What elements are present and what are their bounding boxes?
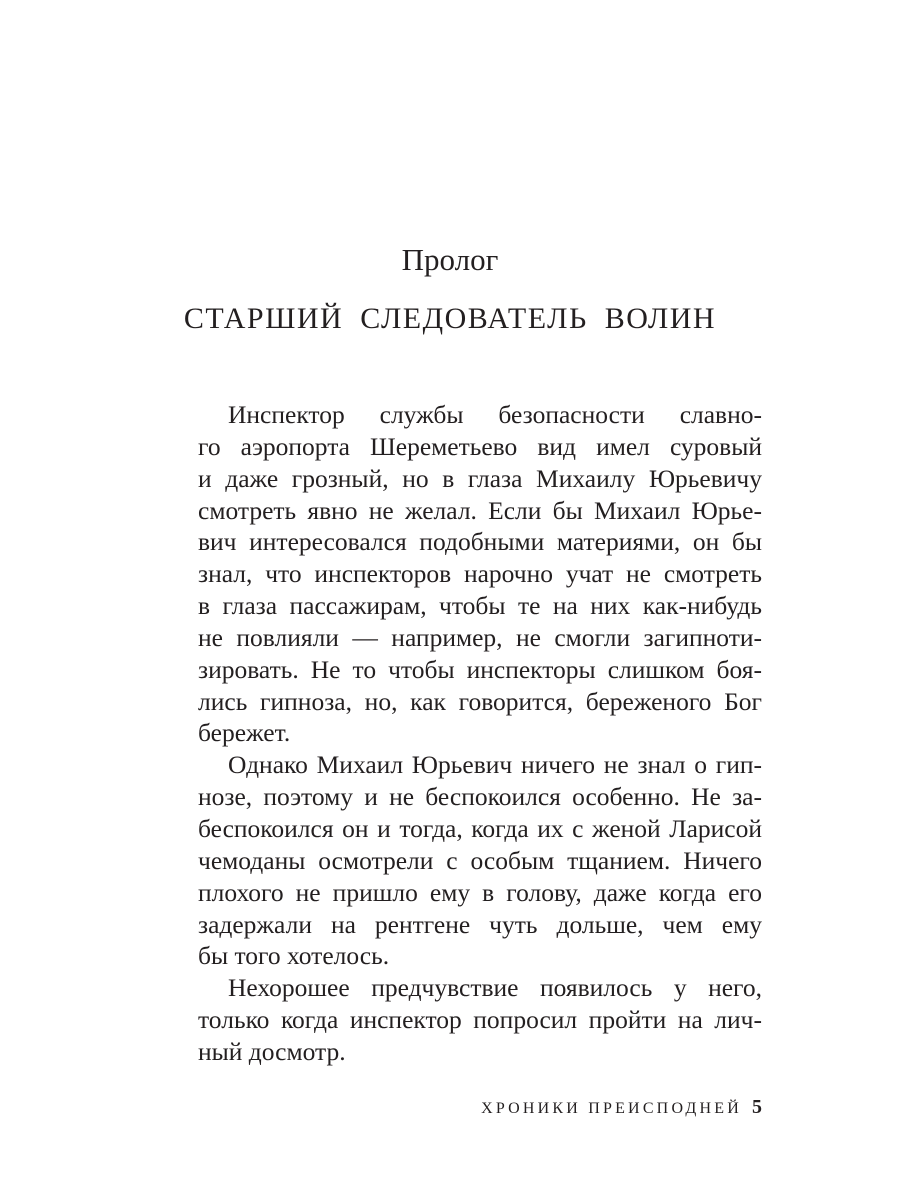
text-line: не повлияли — например, не смогли загипноти- xyxy=(198,622,762,652)
text-line: бережет. xyxy=(198,718,291,748)
paragraph xyxy=(198,399,762,749)
text-line: Нехорошее предчувствие появилось у него, xyxy=(228,973,762,1003)
text-line: зировать. Не то чтобы инспекторы слишком боя- xyxy=(198,654,762,684)
text-line: Однако Михаил Юрьевич ничего не знал о гип- xyxy=(228,750,762,780)
paragraph xyxy=(198,749,762,972)
page-footer xyxy=(481,1096,762,1119)
text-line: только когда инспектор попросил пройти на лич- xyxy=(198,1005,762,1035)
text-line: задержали на рентгене чуть дольше, чем ему xyxy=(198,909,762,939)
text-line: беспокоился он и тогда, когда их с женой Ларисой xyxy=(198,813,762,843)
text-line: бы того хотелось. xyxy=(198,941,390,971)
page-number: 5 xyxy=(752,1096,762,1118)
running-title: ХРОНИКИ ПРЕИСПОДНЕЙ xyxy=(481,1100,742,1117)
text-line: лись гипноза, но, как говорится, береженого Бог xyxy=(198,686,762,716)
text-line: знал, что инспекторов нарочно учат не смотреть xyxy=(198,559,762,589)
text-line: Инспектор службы безопасности славно- xyxy=(228,400,762,429)
text-line: плохого не пришло ему в голову, даже когда его xyxy=(198,877,762,907)
body-text xyxy=(198,399,762,1068)
chapter-subtitle: СТАРШИЙ СЛЕДОВАТЕЛЬ ВОЛИН xyxy=(183,302,717,335)
text-line: го аэропорта Шереметьево вид имел суровый xyxy=(198,431,762,461)
paragraph xyxy=(198,972,762,1068)
text-line: в глаза пассажирам, чтобы те на них как-нибудь xyxy=(198,591,762,621)
text-line: чемоданы осмотрели с особым тщанием. Ничего xyxy=(198,845,762,875)
text-line: смотреть явно не желал. Если бы Михаил Юрье- xyxy=(198,495,762,525)
chapter-title: Пролог xyxy=(401,242,499,277)
text-line: ный досмотр. xyxy=(198,1036,346,1066)
text-line: нозе, поэтому и не беспокоился особенно. Не за- xyxy=(198,782,762,812)
text-line: вич интересовался подобными материями, он бы xyxy=(198,527,762,557)
text-line: и даже грозный, но в глаза Михаилу Юрьевичу xyxy=(198,463,762,493)
